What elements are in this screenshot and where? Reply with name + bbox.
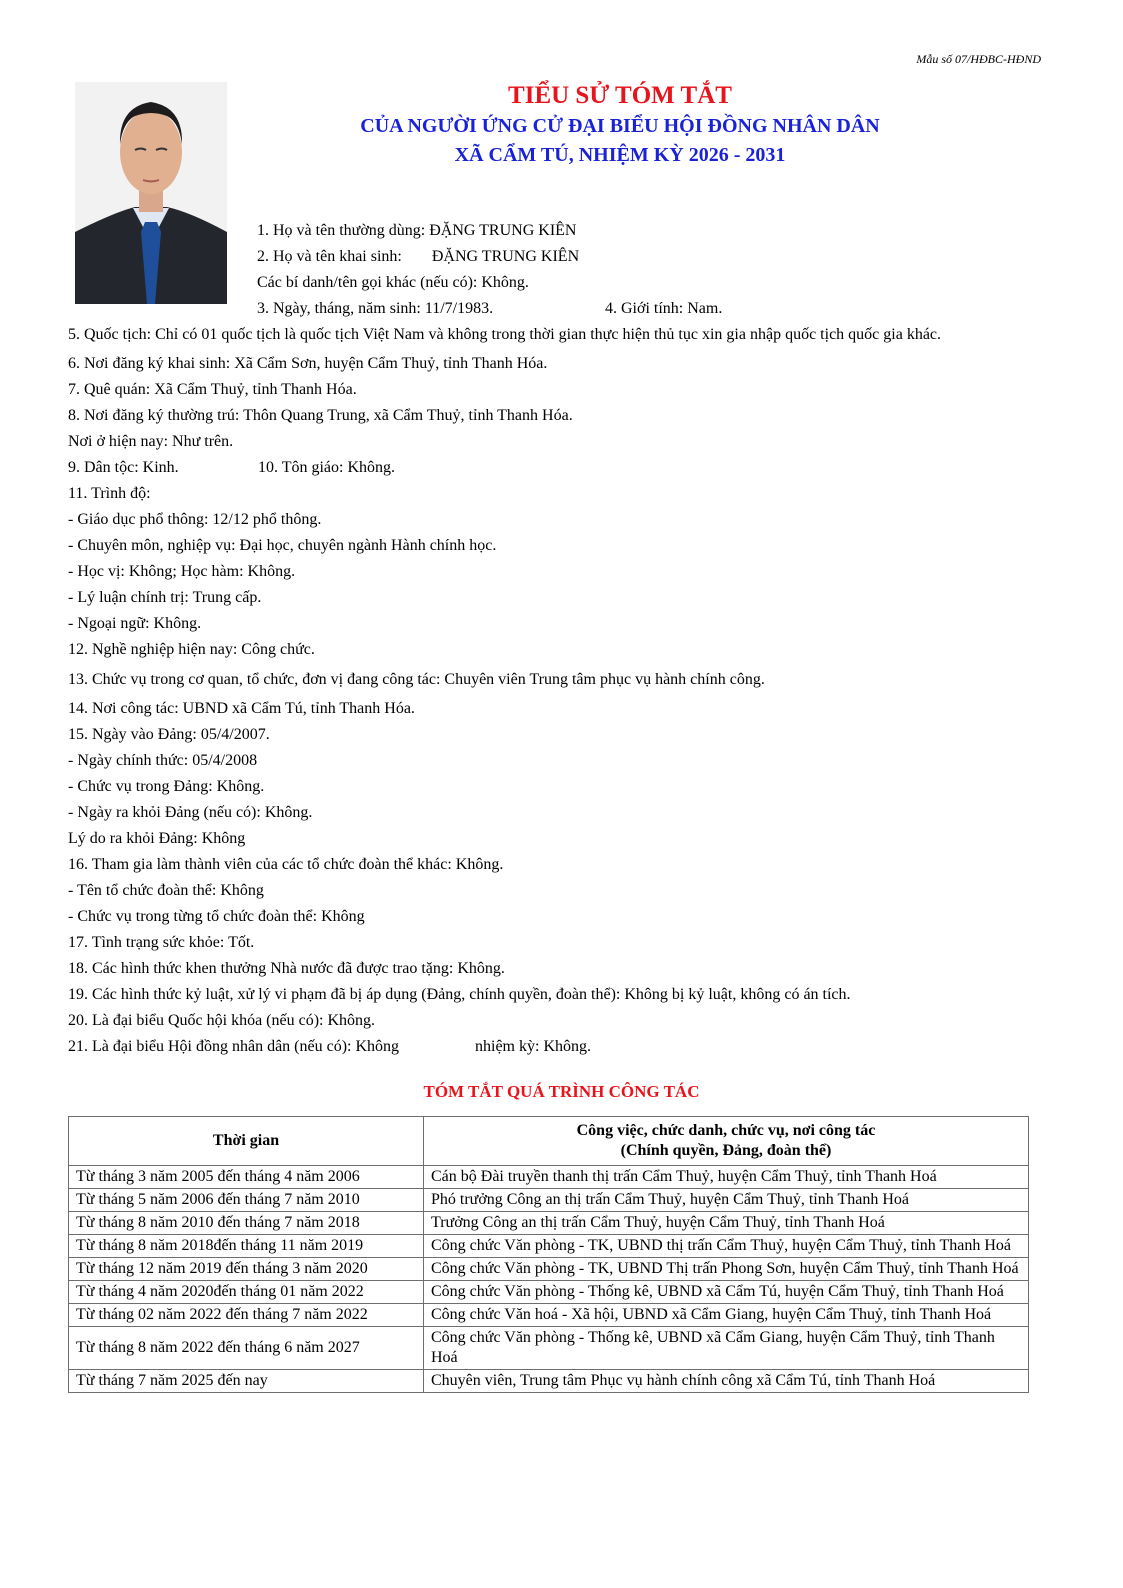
cell-time: Từ tháng 5 năm 2006 đến tháng 7 năm 2010 xyxy=(69,1189,424,1212)
table-row xyxy=(69,1235,1029,1258)
field-dob: 3. Ngày, tháng, năm sinh: 11/7/1983. xyxy=(257,300,494,317)
field-political-theory: - Lý luận chính trị: Trung cấp. xyxy=(68,589,262,606)
field-gender: 4. Giới tính: Nam. xyxy=(605,300,723,317)
field-general-education: - Giáo dục phổ thông: 12/12 phổ thông. xyxy=(68,511,322,528)
cell-job: Trưởng Công an thị trấn Cẩm Thuỷ, huyện Cẩm Thuỷ, tỉnh Thanh Hoá xyxy=(424,1212,1029,1235)
cell-job: Công chức Văn phòng - TK, UBND thị trấn Cẩm Thuỷ, huyện Cẩm Thuỷ, tỉnh Thanh Hoá xyxy=(424,1235,1029,1258)
cell-time: Từ tháng 8 năm 2022 đến tháng 6 năm 2027 xyxy=(69,1327,424,1370)
field-degree: - Học vị: Không; Học hàm: Không. xyxy=(68,563,296,580)
field-party-leave-reason: Lý do ra khỏi Đảng: Không xyxy=(68,830,246,847)
table-row xyxy=(69,1212,1029,1235)
document-title: TIỂU SỬ TÓM TẮT xyxy=(508,82,732,109)
table-row xyxy=(69,1166,1029,1189)
document-title-block xyxy=(290,80,950,170)
field-birth-name-value: ĐẶNG TRUNG KIÊN xyxy=(431,248,580,265)
field-birth-registration: 6. Nơi đăng ký khai sinh: Xã Cẩm Sơn, huyện Cẩm Thuỷ, tỉnh Thanh Hóa. xyxy=(68,355,548,372)
cell-time: Từ tháng 8 năm 2018đến tháng 11 năm 2019 xyxy=(69,1235,424,1258)
cell-job: Công chức Văn phòng - Thống kê, UBND xã Cẩm Tú, huyện Cẩm Thuỷ, tỉnh Thanh Hoá xyxy=(424,1281,1029,1304)
field-birth-name-label: 2. Họ và tên khai sinh: xyxy=(257,248,402,265)
field-workplace: 14. Nơi công tác: UBND xã Cẩm Tú, tỉnh Thanh Hóa. xyxy=(68,700,415,717)
field-health: 17. Tình trạng sức khỏe: Tốt. xyxy=(68,934,255,951)
cell-job: Công chức Văn hoá - Xã hội, UBND xã Cẩm Giang, huyện Cẩm Thuỷ, tỉnh Thanh Hoá xyxy=(424,1304,1029,1327)
field-party-official-date: - Ngày chính thức: 05/4/2008 xyxy=(68,752,258,769)
field-awards: 18. Các hình thức khen thưởng Nhà nước đã được trao tặng: Không. xyxy=(68,960,505,977)
career-section-title: TÓM TẮT QUÁ TRÌNH CÔNG TÁC xyxy=(423,1082,700,1101)
field-nationality: 5. Quốc tịch: Chỉ có 01 quốc tịch là quốc tịch Việt Nam và không trong thời gian thực hiện thủ tục xin gia nhập quốc tịch quốc gia khác. xyxy=(68,326,942,343)
field-permanent-residence: 8. Nơi đăng ký thường trú: Thôn Quang Trung, xã Cẩm Thuỷ, tỉnh Thanh Hóa. xyxy=(68,407,573,424)
field-education: 11. Trình độ: xyxy=(68,485,151,502)
cell-time: Từ tháng 12 năm 2019 đến tháng 3 năm 2020 xyxy=(69,1258,424,1281)
portrait-image xyxy=(75,82,227,304)
field-specialization: - Chuyên môn, nghiệp vụ: Đại học, chuyên ngành Hành chính học. xyxy=(68,537,497,554)
field-organization-name: - Tên tổ chức đoàn thể: Không xyxy=(68,882,264,899)
field-occupation: 12. Nghề nghiệp hiện nay: Công chức. xyxy=(68,641,315,658)
cell-time: Từ tháng 02 năm 2022 đến tháng 7 năm 2022 xyxy=(69,1304,424,1327)
cell-job: Phó trưởng Công an thị trấn Cẩm Thuỷ, huyện Cẩm Thuỷ, tỉnh Thanh Hoá xyxy=(424,1189,1029,1212)
cell-time: Từ tháng 3 năm 2005 đến tháng 4 năm 2006 xyxy=(69,1166,424,1189)
field-party-position: - Chức vụ trong Đảng: Không. xyxy=(68,778,265,795)
table-row xyxy=(69,1258,1029,1281)
header-job xyxy=(424,1117,1029,1166)
table-row xyxy=(69,1370,1029,1393)
field-peoples-council: 21. Là đại biểu Hội đồng nhân dân (nếu có): Không xyxy=(68,1038,400,1055)
document-subtitle-1: CỦA NGƯỜI ỨNG CỬ ĐẠI BIỂU HỘI ĐỒNG NHÂN DÂN xyxy=(360,115,880,137)
field-hometown: 7. Quê quán: Xã Cẩm Thuỷ, tỉnh Thanh Hóa. xyxy=(68,381,357,398)
field-religion: 10. Tôn giáo: Không. xyxy=(258,459,396,476)
field-common-name: 1. Họ và tên thường dùng: ĐẶNG TRUNG KIÊN xyxy=(257,222,577,239)
field-peoples-council-term: nhiệm kỳ: Không. xyxy=(475,1038,591,1055)
document-subtitle-2: XÃ CẨM TÚ, NHIỆM KỲ 2026 - 2031 xyxy=(454,144,786,166)
cell-time: Từ tháng 7 năm 2025 đến nay xyxy=(69,1370,424,1393)
field-discipline: 19. Các hình thức kỷ luật, xử lý vi phạm đã bị áp dụng (Đảng, chính quyền, đoàn thể): Không bị kỷ luật, không có án tích. xyxy=(68,986,851,1003)
table-row xyxy=(69,1189,1029,1212)
cell-job: Cán bộ Đài truyền thanh thị trấn Cẩm Thuỷ, huyện Cẩm Thuỷ, tỉnh Thanh Hoá xyxy=(424,1166,1029,1189)
table-row xyxy=(69,1281,1029,1304)
table-row xyxy=(69,1304,1029,1327)
career-table-header xyxy=(69,1117,1029,1166)
career-table xyxy=(68,1116,1029,1393)
field-organization-position: - Chức vụ trong từng tổ chức đoàn thể: Không xyxy=(68,908,365,925)
field-party-leave-date: - Ngày ra khỏi Đảng (nếu có): Không. xyxy=(68,804,313,821)
field-ethnicity: 9. Dân tộc: Kinh. xyxy=(68,459,179,476)
field-national-assembly: 20. Là đại biểu Quốc hội khóa (nếu có): Không. xyxy=(68,1012,376,1029)
field-birth-name xyxy=(257,247,579,267)
header-time: Thời gian xyxy=(69,1117,424,1166)
field-foreign-language: - Ngoại ngữ: Không. xyxy=(68,615,202,632)
cell-job: Chuyên viên, Trung tâm Phục vụ hành chính công xã Cẩm Tú, tỉnh Thanh Hoá xyxy=(424,1370,1029,1393)
field-party-join-date: 15. Ngày vào Đảng: 05/4/2007. xyxy=(68,726,270,743)
header-job-line2: (Chính quyền, Đảng, đoàn thể) xyxy=(620,1142,832,1159)
header-job-line1: Công việc, chức danh, chức vụ, nơi công tác xyxy=(576,1122,876,1139)
portrait-photo xyxy=(75,82,227,304)
field-position: 13. Chức vụ trong cơ quan, tổ chức, đơn vị đang công tác: Chuyên viên Trung tâm phục vụ hành chính công. xyxy=(68,671,765,688)
table-row xyxy=(69,1327,1029,1370)
field-aliases: Các bí danh/tên gọi khác (nếu có): Không. xyxy=(257,274,529,291)
field-current-residence: Nơi ở hiện nay: Như trên. xyxy=(68,433,234,450)
field-organizations: 16. Tham gia làm thành viên của các tổ chức đoàn thể khác: Không. xyxy=(68,856,504,873)
cell-time: Từ tháng 4 năm 2020đến tháng 01 năm 2022 xyxy=(69,1281,424,1304)
cell-job: Công chức Văn phòng - TK, UBND Thị trấn Phong Sơn, huyện Cẩm Thuỷ, tỉnh Thanh Hoá xyxy=(424,1258,1029,1281)
cell-job: Công chức Văn phòng - Thống kê, UBND xã Cẩm Giang, huyện Cẩm Thuỷ, tỉnh Thanh Hoá xyxy=(424,1327,1029,1370)
cell-time: Từ tháng 8 năm 2010 đến tháng 7 năm 2018 xyxy=(69,1212,424,1235)
form-code: Mẫu số 07/HĐBC-HĐND xyxy=(916,52,1041,66)
